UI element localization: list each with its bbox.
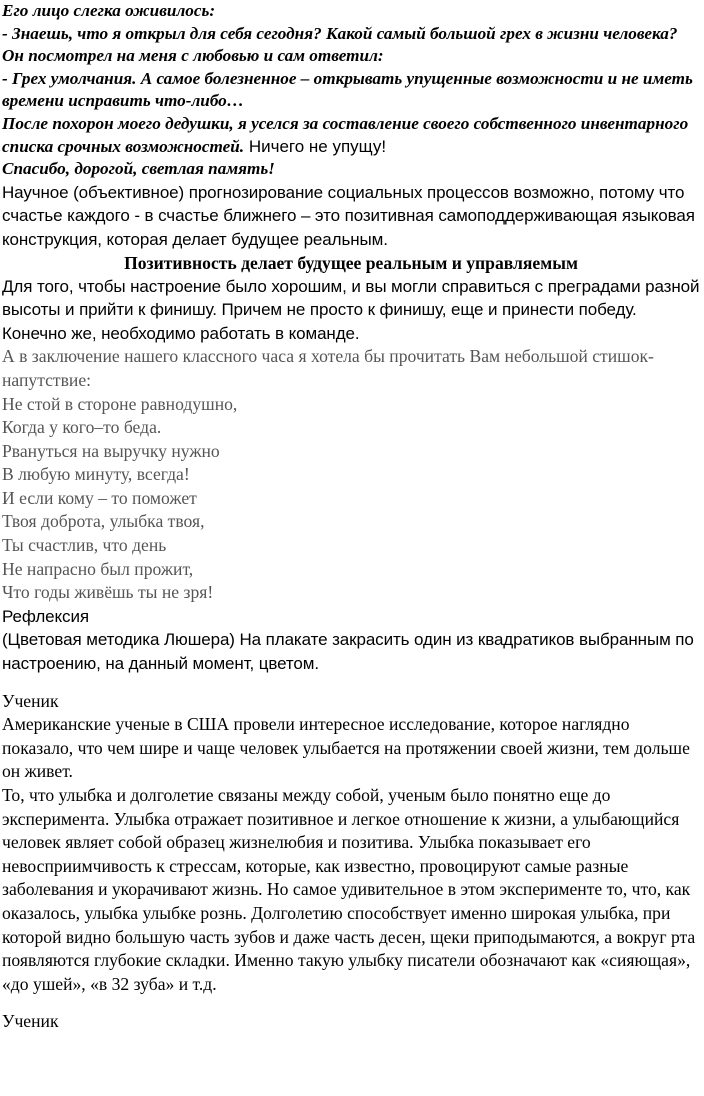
science-paragraph: Научное (объективное) прогнозирование социальных процессов возможно, потому что счастье каждого - в счастье ближнего – это позитивная самоподдерживающая языковая конструкция, которая делает будущее реальным. [2,182,695,249]
student-label: Ученик [2,1011,59,1032]
funeral-normal-text: Ничего не упущу! [244,136,387,156]
poem-line: И если кому – то поможет [2,487,197,508]
poem-line: Не напрасно был прожит, [2,558,194,579]
dialogue-line-4: - Грех умолчания. А самое болезненное – открывать упущенные возможности и не иметь времени исправить что-либо… [2,68,693,111]
poem-line: Не стой в стороне равнодушно, [2,393,238,414]
poem-line: Когда у кого–то беда. [2,417,162,438]
poem-line: Рвануться на выручку нужно [2,440,220,461]
student-paragraph-1: Американские ученые в США провели интересное исследование, которое наглядно показало, что чем шире и чаще человек улыбается на протяжении своей жизни, тем дольше он живет. [2,714,690,782]
poem-line: Ты счастлив, что день [2,535,167,556]
funeral-paragraph [2,113,700,158]
student-label: Ученик [2,690,59,711]
thanks-line: Спасибо, дорогой, светлая память! [2,159,275,179]
poem [2,393,700,605]
closing-intro: А в заключение нашего классного часа я хотела бы прочитать Вам небольшой стишок-напутствие: [2,346,654,390]
reflection-text: (Цветовая методика Люшера) На плакате закрасить один из квадратиков выбранным по настроению, на данный момент, цветом. [2,630,694,674]
dialogue-line-3: Он посмотрел на меня с любовью и сам ответил: [2,46,384,66]
poem-line: Что годы живёшь ты не зря! [2,582,214,603]
student-paragraph-2: То, что улыбка и долголетие связаны между собой, ученым было понятно еще до эксперимента. Улыбка отражает позитивное и легкое отношение к жизни, а улыбающийся человек являет собой образец жизнелюбия и позитива. Улыбка показывает его невосприимчивость к стрессам, которые, как известно, провоцируют самые разные заболевания и укорачивают жизнь. Но самое удивительное в этом эксперименте то, что, как оказалось, улыбка улыбке рознь. Долголетию способствует именно широкая улыбка, при которой видно большую часть зубов и даже часть десен, щеки приподымаются, а вокруг рта появляются глубокие складки. Именно такую улыбку писатели обозначают как «сияющая», «до ушей», «в 32 зуба» и т.д. [2,785,696,994]
section-heading: Позитивность делает будущее реальным и управляемым [124,252,578,273]
dialogue-line-1: Его лицо слегка оживилось: [2,1,216,20]
funeral-italic-text: После похорон моего дедушки, я уселся за составление своего собственного инвентарного списка срочных возможностей. [2,113,689,156]
team-paragraph: Для того, чтобы настроение было хорошим, и вы могли справиться с преградами разной высоты и прийти к финишу. Причем не просто к финишу, еще и принести победу. Конечно же, необходимо работать в команде. [2,276,700,343]
dialogue-line-2: - Знаешь, что я открыл для себя сегодня? Какой самый большой грех в жизни человека? [2,23,678,43]
poem-line: Твоя доброта, улыбка твоя, [2,511,205,532]
poem-line: В любую минуту, всегда! [2,464,190,485]
reflection-title: Рефлексия [2,606,89,626]
